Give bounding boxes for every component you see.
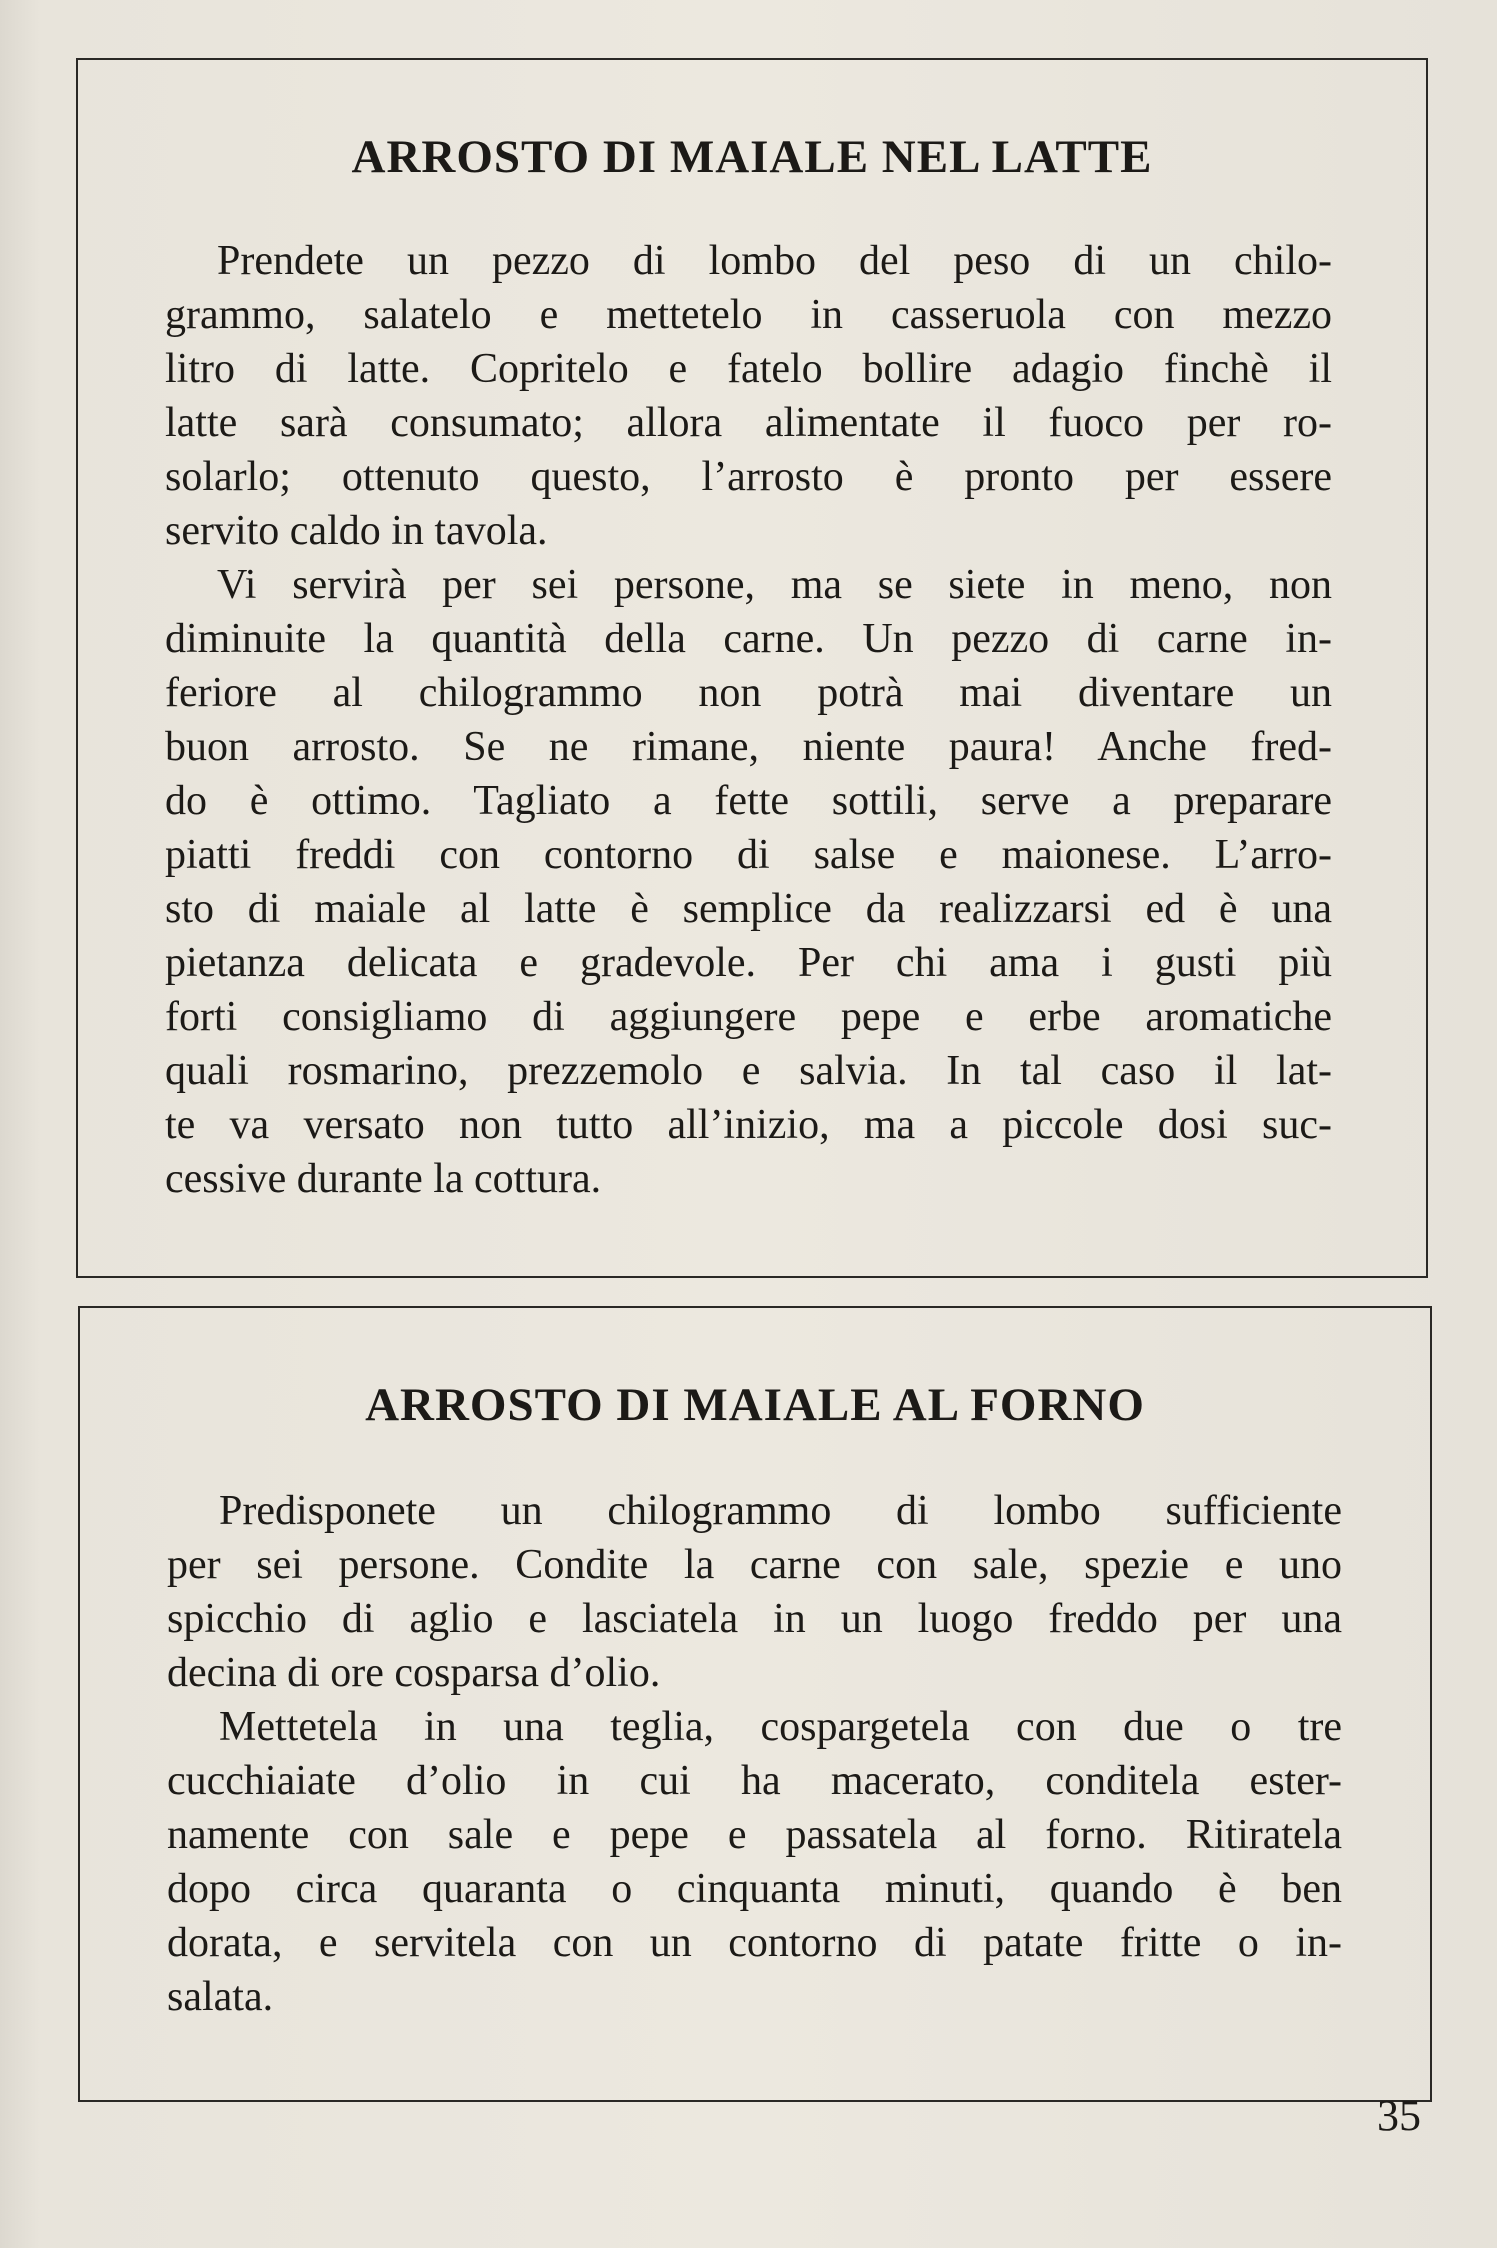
- text-line: decina di ore cosparsa d’olio.: [167, 1650, 661, 1696]
- recipe-body: [167, 1484, 1342, 2024]
- recipe-box-forno: [78, 1306, 1432, 2102]
- text-line: feriore al chilogrammo non potrà mai diventare un: [165, 670, 1332, 716]
- text-line: grammo, salatelo e mettetelo in casseruola con mezzo: [165, 292, 1332, 338]
- text-line: quali rosmarino, prezzemolo e salvia. In tal caso il lat-: [165, 1048, 1332, 1094]
- text-line: dorata, e servitela con un contorno di patate fritte o in-: [167, 1920, 1342, 1966]
- text-line: te va versato non tutto all’inizio, ma a piccole dosi suc-: [165, 1102, 1332, 1148]
- recipe-body: [165, 234, 1332, 1206]
- text-line: cucchiaiate d’olio in cui ha macerato, conditela ester-: [167, 1758, 1342, 1804]
- text-line: latte sarà consumato; allora alimentate il fuoco per ro-: [165, 400, 1332, 446]
- text-line: litro di latte. Copritelo e fatelo bollire adagio finchè il: [165, 346, 1332, 392]
- text-line: piatti freddi con contorno di salse e maionese. L’arro-: [165, 832, 1332, 878]
- text-line: do è ottimo. Tagliato a fette sottili, serve a preparare: [165, 778, 1332, 824]
- text-line: spicchio di aglio e lasciatela in un luogo freddo per una: [167, 1596, 1342, 1642]
- text-line: Predisponete un chilogrammo di lombo sufficiente: [219, 1488, 1342, 1534]
- text-line: cessive durante la cottura.: [165, 1156, 602, 1202]
- text-line: Prendete un pezzo di lombo del peso di un chilo-: [217, 238, 1332, 284]
- text-line: servito caldo in tavola.: [165, 508, 548, 554]
- text-line: solarlo; ottenuto questo, l’arrosto è pronto per essere: [165, 454, 1332, 500]
- text-line: pietanza delicata e gradevole. Per chi ama i gusti più: [165, 940, 1332, 986]
- text-line: sto di maiale al latte è semplice da realizzarsi ed è una: [165, 886, 1332, 932]
- page-number: 35: [1377, 2091, 1421, 2140]
- text-line: Mettetela in una teglia, cospargetela con due o tre: [219, 1704, 1342, 1750]
- recipe-title: ARROSTO DI MAIALE NEL LATTE: [351, 131, 1153, 183]
- recipe-box-latte: [76, 58, 1428, 1278]
- text-line: forti consigliamo di aggiungere pepe e erbe aromatiche: [165, 994, 1332, 1040]
- recipe-title: ARROSTO DI MAIALE AL FORNO: [365, 1379, 1145, 1431]
- text-line: dopo circa quaranta o cinquanta minuti, quando è ben: [167, 1866, 1342, 1912]
- text-line: buon arrosto. Se ne rimane, niente paura! Anche fred-: [165, 724, 1332, 770]
- text-line: Vi servirà per sei persone, ma se siete in meno, non: [217, 562, 1332, 608]
- text-line: namente con sale e pepe e passatela al forno. Ritiratela: [167, 1812, 1342, 1858]
- text-line: diminuite la quantità della carne. Un pezzo di carne in-: [165, 616, 1332, 662]
- text-line: per sei persone. Condite la carne con sale, spezie e uno: [167, 1542, 1342, 1588]
- text-line: salata.: [167, 1974, 274, 2020]
